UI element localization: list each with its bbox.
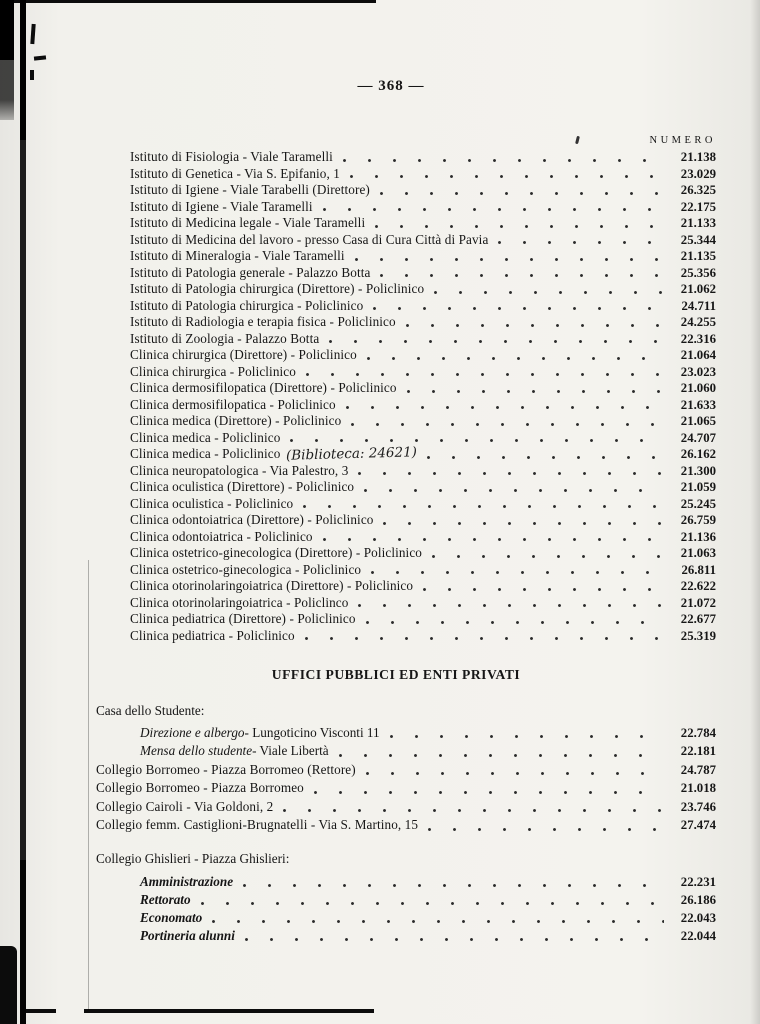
- dot-leader: [339, 754, 664, 757]
- directory-entry: [130, 182, 716, 199]
- entry-label-italic: Amministrazione: [140, 874, 234, 889]
- directory-entry: [130, 265, 716, 282]
- entry-label-italic: Mensa dello studente: [140, 743, 253, 758]
- entry-number: 21.062: [680, 282, 716, 296]
- number-column-header: NUMERO: [649, 135, 716, 146]
- scan-artifact-bottom-blob: [0, 946, 17, 1024]
- directory-entry: [130, 496, 716, 513]
- dot-leader: [427, 456, 664, 459]
- directory-entry: [130, 232, 716, 249]
- directory-entry: [130, 215, 716, 232]
- entry-label: Clinica medica (Direttore) - Policlinico: [130, 413, 342, 428]
- dot-leader: [351, 423, 664, 426]
- directory-entry: [96, 779, 716, 798]
- entry-label: Clinica otorinolaringoiatrica - Policlinco: [130, 594, 349, 610]
- dot-leader: [346, 406, 664, 409]
- directory-entry: [130, 512, 716, 529]
- scan-artifact-top-line: [0, 0, 376, 3]
- entry-label: Clinica neuropatologica - Via Palestro, 3: [130, 462, 349, 478]
- entry-number: 26.186: [680, 893, 716, 907]
- entry-number: 21.064: [680, 348, 716, 362]
- directory-entry: [130, 380, 716, 397]
- entry-number: 24.787: [680, 762, 716, 777]
- entry-label: Clinica chirurgica (Direttore) - Policlinico: [130, 347, 357, 362]
- dot-leader: [366, 772, 664, 775]
- entry-label-italic: Portineria alunni: [140, 928, 235, 943]
- dot-leader: [406, 324, 664, 327]
- collegio-ghislieri-list: [96, 873, 716, 945]
- dot-leader: [371, 571, 664, 574]
- entry-number: 25.319: [680, 628, 716, 643]
- casa-dello-studente-header: Casa dello Studente:: [96, 703, 205, 718]
- directory-entry: [130, 413, 716, 430]
- scan-artifact-tick: [30, 70, 34, 80]
- directory-list: [130, 149, 716, 644]
- dot-leader: [375, 225, 664, 228]
- directory-entry: [130, 529, 716, 546]
- entry-label: Istituto di Radiologia e terapia fisica - Policlinico: [130, 314, 396, 329]
- dot-leader: [358, 472, 664, 475]
- entry-number: 21.135: [680, 249, 716, 263]
- directory-entry: [96, 761, 716, 780]
- entry-number: 21.133: [680, 216, 716, 230]
- entry-label-rest: - Viale Libertà: [252, 743, 329, 758]
- entry-number: 22.784: [680, 725, 716, 740]
- entry-label-italic: Economato: [140, 910, 203, 925]
- entry-label: Clinica pediatrica (Direttore) - Policlinico: [130, 611, 356, 626]
- entry-number: 26.325: [680, 183, 716, 197]
- scan-artifact-tick: [34, 55, 46, 60]
- dot-leader: [343, 159, 664, 162]
- directory-entry: [130, 628, 716, 645]
- entry-label: Collegio Borromeo - Piazza Borromeo (Rettore): [96, 761, 356, 777]
- entry-number: 21.063: [680, 546, 716, 560]
- directory-entry: [130, 463, 716, 480]
- entry-number: 21.065: [680, 414, 716, 428]
- dot-leader: [283, 809, 664, 812]
- entry-number: 21.300: [680, 463, 716, 478]
- entry-label: Istituto di Patologia chirurgica - Policlinico: [130, 297, 364, 313]
- entry-number: 21.060: [680, 381, 716, 395]
- entry-label: Istituto di Medicina del lavoro - presso Casa di Cura Città di Pavia: [130, 231, 489, 247]
- entry-label: Clinica ostetrico-ginecologica (Direttore) - Policlinico: [130, 545, 422, 560]
- dot-leader: [306, 373, 664, 376]
- directory-entry: [130, 199, 716, 216]
- dot-leader: [432, 555, 664, 558]
- entry-number: 24.707: [680, 430, 716, 445]
- directory-entry: [130, 446, 716, 463]
- dot-leader: [366, 621, 664, 624]
- dot-leader: [428, 828, 664, 831]
- dot-leader: [323, 538, 664, 541]
- dot-leader: [390, 735, 664, 738]
- entry-number: 24.711: [681, 298, 716, 313]
- entry-label: Istituto di Mineralogia - Viale Taramelli: [130, 248, 345, 263]
- entry-number: 22.316: [680, 331, 716, 346]
- dot-leader: [314, 791, 664, 794]
- directory-entry: [140, 927, 716, 945]
- scan-artifact-left-bar: [20, 0, 26, 1024]
- entry-number: 23.029: [680, 166, 716, 181]
- dot-leader: [358, 604, 664, 607]
- dot-leader: [201, 902, 664, 905]
- entry-label-italic: Direzione e albergo: [140, 724, 245, 740]
- entry-label: Istituto di Igiene - Viale Tarabelli (Direttore): [130, 182, 370, 197]
- directory-entry: [140, 873, 716, 891]
- directory-entry: [130, 149, 716, 166]
- entry-label-italic: Rettorato: [140, 892, 191, 907]
- entry-label: Istituto di Genetica - Via S. Epifanio, 1: [130, 165, 340, 181]
- entry-label: Collegio Cairoli - Via Goldoni, 2: [96, 798, 274, 814]
- entry-label-rest: - Lungoticino Visconti 11: [244, 724, 380, 740]
- collegi-list: [96, 761, 716, 835]
- directory-entry: [130, 298, 716, 315]
- dot-leader: [367, 357, 664, 360]
- directory-entry: [130, 281, 716, 298]
- entry-label: Clinica pediatrica - Policlinico: [130, 627, 295, 643]
- entry-number: 23.023: [680, 364, 716, 379]
- directory-entry: [130, 364, 716, 381]
- collegio-ghislieri-header: Collegio Ghislieri - Piazza Ghislieri:: [96, 850, 290, 866]
- entry-number: 21.136: [680, 529, 716, 544]
- dot-leader: [323, 208, 664, 211]
- dot-leader: [383, 522, 664, 525]
- entry-number: 21.018: [680, 781, 716, 795]
- directory-entry: [130, 430, 716, 447]
- directory-entry: [130, 397, 716, 414]
- dot-leader: [243, 884, 664, 887]
- dot-leader: [423, 588, 664, 591]
- dot-leader: [355, 258, 664, 261]
- directory-entry: [96, 798, 716, 817]
- directory-entry: [130, 595, 716, 612]
- directory-entry: [130, 479, 716, 496]
- dot-leader: [350, 175, 664, 178]
- scan-artifact-margin-rule: [88, 560, 89, 1010]
- entry-number: 22.622: [680, 579, 716, 593]
- entry-label: Clinica chirurgica - Policlinico: [130, 363, 296, 379]
- directory-entry: [130, 611, 716, 628]
- entry-label: Clinica odontoiatrica (Direttore) - Policlinico: [130, 512, 374, 527]
- dot-leader: [212, 920, 664, 923]
- scan-artifact-right-shade: [750, 0, 760, 1024]
- entry-label: Clinica oculistica - Policlinico: [130, 495, 294, 511]
- page: [96, 78, 716, 945]
- entry-number: 22.677: [680, 612, 716, 626]
- dot-leader: [305, 637, 664, 640]
- entry-number: 22.231: [680, 875, 716, 889]
- entry-label: Istituto di Patologia generale - Palazzo Botta: [130, 264, 371, 280]
- entry-number: 21.059: [680, 480, 716, 494]
- entry-number: 25.356: [680, 265, 716, 280]
- directory-entry: [130, 314, 716, 331]
- entry-label: Istituto di Fisiologia - Viale Taramelli: [130, 149, 333, 164]
- directory-entry: [130, 166, 716, 183]
- scan-artifact-bottom-line: [84, 1009, 374, 1013]
- dot-leader: [407, 390, 664, 393]
- entry-label: Istituto di Zoologia - Palazzo Botta: [130, 330, 320, 346]
- entry-label: Clinica dermosifilopatica (Direttore) - Policlinico: [130, 380, 397, 395]
- entry-number: 25.245: [680, 496, 716, 511]
- dot-leader: [245, 938, 664, 941]
- entry-label: Collegio Borromeo - Piazza Borromeo: [96, 780, 304, 795]
- directory-entry: [130, 331, 716, 348]
- entry-number: 22.175: [680, 199, 716, 214]
- directory-entry: [140, 724, 716, 743]
- directory-entry: [130, 562, 716, 579]
- entry-label: Istituto di Medicina legale - Viale Taramelli: [130, 215, 366, 230]
- handwritten-note: (Biblioteca: 24621): [286, 444, 418, 464]
- entry-number: 22.043: [680, 911, 716, 925]
- directory-entry: [140, 742, 716, 761]
- dot-leader: [380, 274, 664, 277]
- dot-leader: [380, 192, 664, 195]
- directory-entry: [140, 909, 716, 927]
- section-title: UFFICI PUBBLICI ED ENTI PRIVATI: [271, 667, 521, 682]
- directory-entry: [96, 816, 716, 835]
- directory-entry: [140, 891, 716, 909]
- page-number: — 368 —: [357, 78, 425, 94]
- dot-leader: [329, 340, 664, 343]
- dot-leader: [303, 505, 664, 508]
- casa-dello-studente-list: [96, 724, 716, 761]
- dot-leader: [364, 489, 664, 492]
- directory-entry: [130, 545, 716, 562]
- entry-number: 21.138: [680, 150, 716, 164]
- entry-number: 26.759: [680, 513, 716, 527]
- dot-leader: [498, 241, 664, 244]
- dot-leader: [434, 291, 664, 294]
- entry-label: Clinica dermosifilopatica - Policlinico: [130, 396, 336, 412]
- dot-leader: [290, 439, 664, 442]
- entry-label: Clinica odontoiatrica - Policlinico: [130, 528, 313, 544]
- dot-leader: [373, 307, 664, 310]
- entry-label: Istituto di Patologia chirurgica (Direttore) - Policlinico: [130, 281, 425, 296]
- entry-label: Clinica medica - Policlinico: [130, 446, 281, 461]
- entry-number: 27.474: [680, 818, 716, 832]
- entry-label: Clinica ostetrico-ginecologica - Policlinico: [130, 561, 362, 577]
- entry-label: Clinica medica - Policlinico: [130, 429, 281, 445]
- entry-label: Clinica oculistica (Direttore) - Policlinico: [130, 479, 355, 494]
- directory-entry: [130, 347, 716, 364]
- entry-label: Clinica otorinolaringoiatrica (Direttore) - Policlinico: [130, 578, 414, 593]
- scan-artifact-bottom-line: [26, 1009, 56, 1013]
- entry-number: 21.072: [680, 595, 716, 610]
- entry-number: 25.344: [680, 232, 716, 247]
- entry-number: 22.181: [680, 744, 716, 758]
- entry-label: Istituto di Igiene - Viale Taramelli: [130, 198, 313, 214]
- entry-number: 26.811: [681, 562, 716, 577]
- entry-label: Collegio femm. Castiglioni-Brugnatelli - Via S. Martino, 15: [96, 817, 419, 832]
- entry-number: 26.162: [680, 447, 716, 461]
- entry-number: 22.044: [680, 929, 716, 943]
- scan-artifact-tick: [30, 24, 35, 44]
- directory-entry: [130, 248, 716, 265]
- scan-artifact-corner-blob: [0, 0, 14, 120]
- entry-number: 21.633: [680, 397, 716, 412]
- entry-number: 24.255: [680, 315, 716, 329]
- directory-entry: [130, 578, 716, 595]
- entry-number: 23.746: [680, 799, 716, 814]
